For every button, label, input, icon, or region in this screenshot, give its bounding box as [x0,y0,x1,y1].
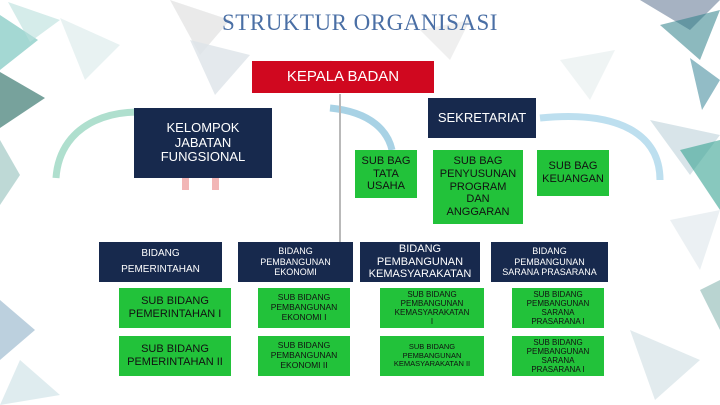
ss2-line-1: SUB BIDANG [533,337,583,347]
bs-line-2: PEMBANGUNAN [514,256,585,267]
be-line-2: PEMBANGUNAN [260,256,331,267]
sub-kemasyarakatan-1-box [380,288,484,328]
sbk-line-1: SUB BAG [548,160,598,173]
se1-line-2: PEMBANGUNAN [270,302,338,313]
ss2-line-4: PRASARANA I [531,365,585,375]
kepala-badan-label: KEPALA BADAN [286,68,400,86]
ss1-line-4: PRASARANA I [531,317,585,327]
bidang-pemerintahan-box [99,242,222,282]
se2-line-1: SUB BIDANG [277,340,331,351]
kelompok-jabatan-fungsional-box [134,108,272,178]
bp-line-1: BIDANG [141,248,180,259]
se1-line-1: SUB BIDANG [277,292,331,303]
sekretariat-label: SEKRETARIAT [437,109,527,125]
sbp-line-3: PROGRAM [449,180,507,193]
bk-line-1: BIDANG [398,243,442,256]
sp2-line-1: SUB BIDANG [141,343,209,356]
sub-kemasyarakatan-2-box [380,336,484,376]
bk-line-2: PEMBANGUNAN [376,255,464,268]
page-title: STRUKTUR ORGANISASI [222,10,498,35]
kjf-line-1: KELOMPOK [166,119,240,135]
kjf-line-2: JABATAN [174,134,232,150]
sub-pemerintahan-2-box [119,336,231,376]
ss1-line-1: SUB BIDANG [533,289,583,299]
bidang-kemasyarakatan-box [360,242,480,282]
sk1-line-4: I [430,317,434,327]
sub-sarana-1-box [512,288,604,328]
sbtu-line-1: SUB BAG [361,155,411,168]
ss2-line-2: PEMBANGUNAN [526,346,590,356]
sub-bag-penyusunan-box [433,150,523,224]
sub-ekonomi-1-box [258,288,350,328]
kepala-badan-box [252,61,434,93]
sbp-line-4: DAN [466,193,490,206]
sbp-line-5: ANGGARAN [446,205,510,218]
bidang-sarana-box [491,242,608,282]
se2-line-3: EKONOMI II [280,359,328,370]
se1-line-3: EKONOMI I [281,311,327,322]
sk1-line-3: KEMASYARAKATAN [394,308,470,317]
sk2-line-3: KEMASYARAKATAN II [393,359,471,369]
sp2-line-2: PEMERINTAHAN II [127,356,223,368]
sbtu-line-3: USAHA [367,180,405,193]
bs-line-3: SARANA PRASARANA [502,267,597,278]
sbp-line-2: PENYUSUNAN [439,168,517,181]
sekretariat-box [428,98,536,138]
ss2-line-3: SARANA [541,356,575,365]
sp1-line-1: SUB BIDANG [141,295,209,308]
ss1-line-2: PEMBANGUNAN [526,298,590,308]
sub-ekonomi-2-box [258,336,350,376]
sp1-line-2: PEMERINTAHAN I [128,308,222,320]
sk1-line-1: SUB BIDANG [407,289,457,299]
sbp-line-1: SUB BAG [453,155,503,168]
sk1-line-2: PEMBANGUNAN [400,298,464,308]
sk2-line-1: SUB BIDANG [408,342,456,352]
kjf-line-3: FUNGSIONAL [160,149,246,165]
sbtu-line-2: TATA [373,167,399,180]
bidang-ekonomi-box [238,242,353,282]
be-line-3: EKONOMI [274,267,317,278]
sub-bag-tata-usaha-box [355,150,417,198]
sk2-line-2: PEMBANGUNAN [402,350,462,360]
connector-line [339,94,341,244]
sub-pemerintahan-1-box [119,288,231,328]
bp-line-2: PEMERINTAHAN [121,264,200,275]
sub-bag-keuangan-box [537,150,609,196]
bk-line-3: KEMASYARAKATAN [368,268,472,281]
sub-sarana-2-box [512,336,604,376]
ss1-line-3: SARANA [541,308,575,317]
bs-line-1: BIDANG [532,246,567,257]
se2-line-2: PEMBANGUNAN [270,350,338,361]
sbk-line-2: KEUANGAN [542,173,604,185]
be-line-1: BIDANG [278,246,313,257]
